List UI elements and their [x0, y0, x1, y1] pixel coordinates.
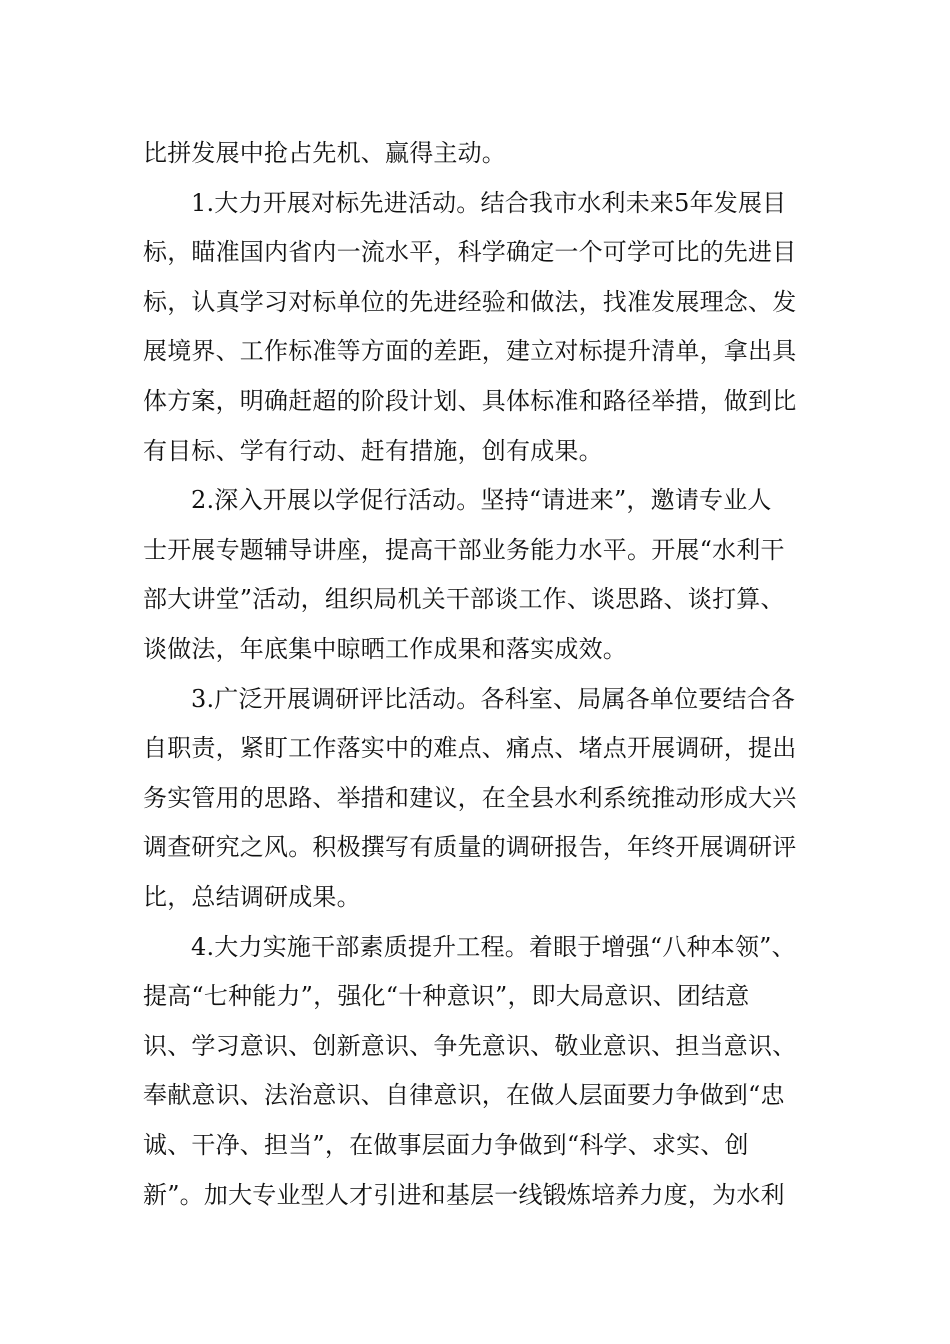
text-line: 1.大力开展对标先进活动。结合我市水利未来5年发展目	[191, 189, 787, 217]
text-line: 奉献意识、法治意识、自律意识，在做人层面要力争做到“忠	[143, 1081, 785, 1109]
text-line: 标，认真学习对标单位的先进经验和做法，找准发展理念、发	[143, 288, 797, 316]
text-line: 2.深入开展以学促行活动。坚持“请进来”，邀请专业人	[191, 486, 772, 514]
text-line: 部大讲堂”活动，组织局机关干部谈工作、谈思路、谈打算、	[143, 585, 785, 613]
text-line: 标，瞄准国内省内一流水平，科学确定一个可学可比的先进目	[143, 238, 797, 266]
text-line: 4.大力实施干部素质提升工程。着眼于增强“八种本领”、	[191, 933, 796, 961]
text-line: 体方案，明确赶超的阶段计划、具体标准和路径举措，做到比	[143, 387, 797, 415]
text-line: 士开展专题辅导讲座，提高干部业务能力水平。开展“水利干	[143, 536, 785, 564]
text-line: 展境界、工作标准等方面的差距，建立对标提升清单，拿出具	[143, 337, 797, 365]
text-line: 自职责，紧盯工作落实中的难点、痛点、堵点开展调研，提出	[143, 734, 797, 762]
text-line: 务实管用的思路、举措和建议，在全县水利系统推动形成大兴	[143, 784, 797, 812]
text-line: 新”。加大专业型人才引进和基层一线锻炼培养力度，为水利	[143, 1181, 785, 1209]
text-line: 3.广泛开展调研评比活动。各科室、局属各单位要结合各	[191, 685, 796, 713]
text-line: 有目标、学有行动、赶有措施，创有成果。	[143, 437, 603, 465]
text-line: 比，总结调研成果。	[143, 883, 361, 911]
text-line: 诚、干净、担当”，在做事层面力争做到“科学、求实、创	[143, 1131, 749, 1159]
text-line: 调查研究之风。积极撰写有质量的调研报告，年终开展调研评	[143, 833, 797, 861]
text-line: 提高“七种能力”，强化“十种意识”，即大局意识、团结意	[143, 982, 750, 1010]
text-line: 识、学习意识、创新意识、争先意识、敬业意识、担当意识、	[143, 1032, 797, 1060]
text-line: 谈做法，年底集中晾晒工作成果和落实成效。	[143, 635, 627, 663]
text-line: 比拼发展中抢占先机、赢得主动。	[143, 139, 506, 167]
